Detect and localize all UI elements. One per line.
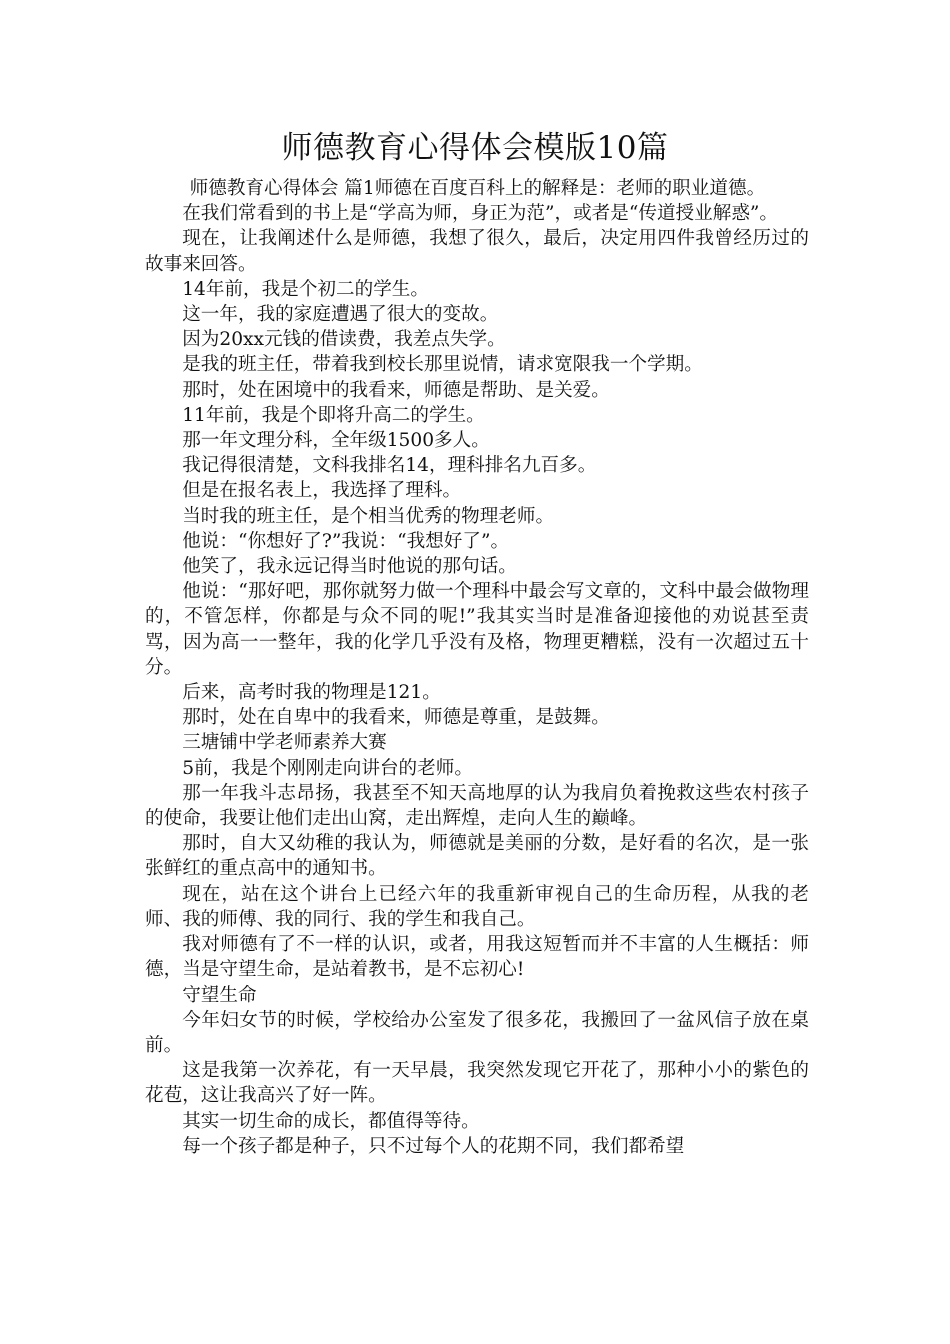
paragraph: 我记得很清楚，文科我排名14，理科排名九百多。 [182, 455, 597, 477]
paragraph: 那一年我斗志昂扬，我甚至不知天高地厚的认为我肩负着挽救这些农村孩子的使命，我要让他们走出山窝，走出辉煌，走向人生的巅峰。 [145, 782, 809, 830]
paragraph: 师德教育心得体会 篇1师德在百度百科上的解释是：老师的职业道德。 [189, 178, 766, 199]
paragraph: 后来，高考时我的物理是121。 [182, 682, 441, 704]
paragraph: 那时，处在自卑中的我看来，师德是尊重，是鼓舞。 [182, 707, 610, 729]
paragraph: 每一个孩子都是种子，只不过每个人的花期不同，我们都希望 [182, 1135, 685, 1157]
paragraph: 其实一切生命的成长，都值得等待。 [182, 1110, 480, 1132]
paragraph: 因为20xx元钱的借读费，我差点失学。 [182, 329, 506, 351]
paragraph: 我对师德有了不一样的认识，或者，用我这短暂而并不丰富的人生概括：师德，当是守望生命，是站着教书，是不忘初心! [145, 934, 809, 981]
section-heading: 三塘铺中学老师素养大赛 [182, 732, 387, 754]
paragraph: 在我们常看到的书上是“学高为师，身正为范”，或者是“传道授业解惑”。 [182, 203, 779, 225]
paragraph: 14年前，我是个初二的学生。 [182, 278, 429, 300]
paragraph: 11年前，我是个即将升高二的学生。 [182, 404, 485, 426]
document-body [145, 176, 809, 1159]
paragraph: 今年妇女节的时候，学校给办公室发了很多花，我搬回了一盆风信子放在桌前。 [145, 1009, 809, 1056]
paragraph: 现在，站在这个讲台上已经六年的我重新审视自己的生命历程，从我的老师、我的师傅、我的同行、我的学生和我自己。 [145, 883, 809, 930]
paragraph: 那一年文理分科，全年级1500多人。 [182, 430, 490, 452]
paragraph: 那时，处在困境中的我看来，师德是帮助、是关爱。 [182, 379, 610, 401]
paragraph: 这是我第一次养花，有一天早晨，我突然发现它开花了，那种小小的紫色的花苞，这让我高兴了好一阵。 [145, 1060, 809, 1107]
paragraph: 但是在报名表上，我选择了理科。 [182, 480, 462, 502]
paragraph: 那时，自大又幼稚的我认为，师德就是美丽的分数，是好看的名次，是一张张鲜红的重点高中的通知书。 [145, 833, 809, 880]
paragraph: 他笑了，我永远记得当时他说的那句话。 [182, 556, 517, 578]
document-title: 师德教育心得体会模版10篇 [281, 130, 669, 166]
paragraph: 当时我的班主任，是个相当优秀的物理老师。 [182, 505, 555, 527]
paragraph: 5前，我是个刚刚走向讲台的老师。 [182, 757, 473, 779]
paragraph: 他说：“那好吧，那你就努力做一个理科中最会写文章的，文科中最会做物理的，不管怎样，你都是与众不同的呢!”我其实当时是准备迎接他的劝说甚至责骂，因为高一一整年，我的化学几乎没有及格，物理更糟糕，没有一次超过五十分。 [145, 581, 809, 678]
section-heading: 守望生命 [182, 984, 257, 1006]
paragraph: 现在，让我阐述什么是师德，我想了很久，最后，决定用四件我曾经历过的故事来回答。 [145, 228, 809, 275]
paragraph: 是我的班主任，带着我到校长那里说情，请求宽限我一个学期。 [182, 354, 703, 376]
paragraph: 他说：“你想好了?”我说：“我想好了”。 [182, 530, 510, 552]
paragraph: 这一年，我的家庭遭遇了很大的变故。 [182, 304, 499, 326]
